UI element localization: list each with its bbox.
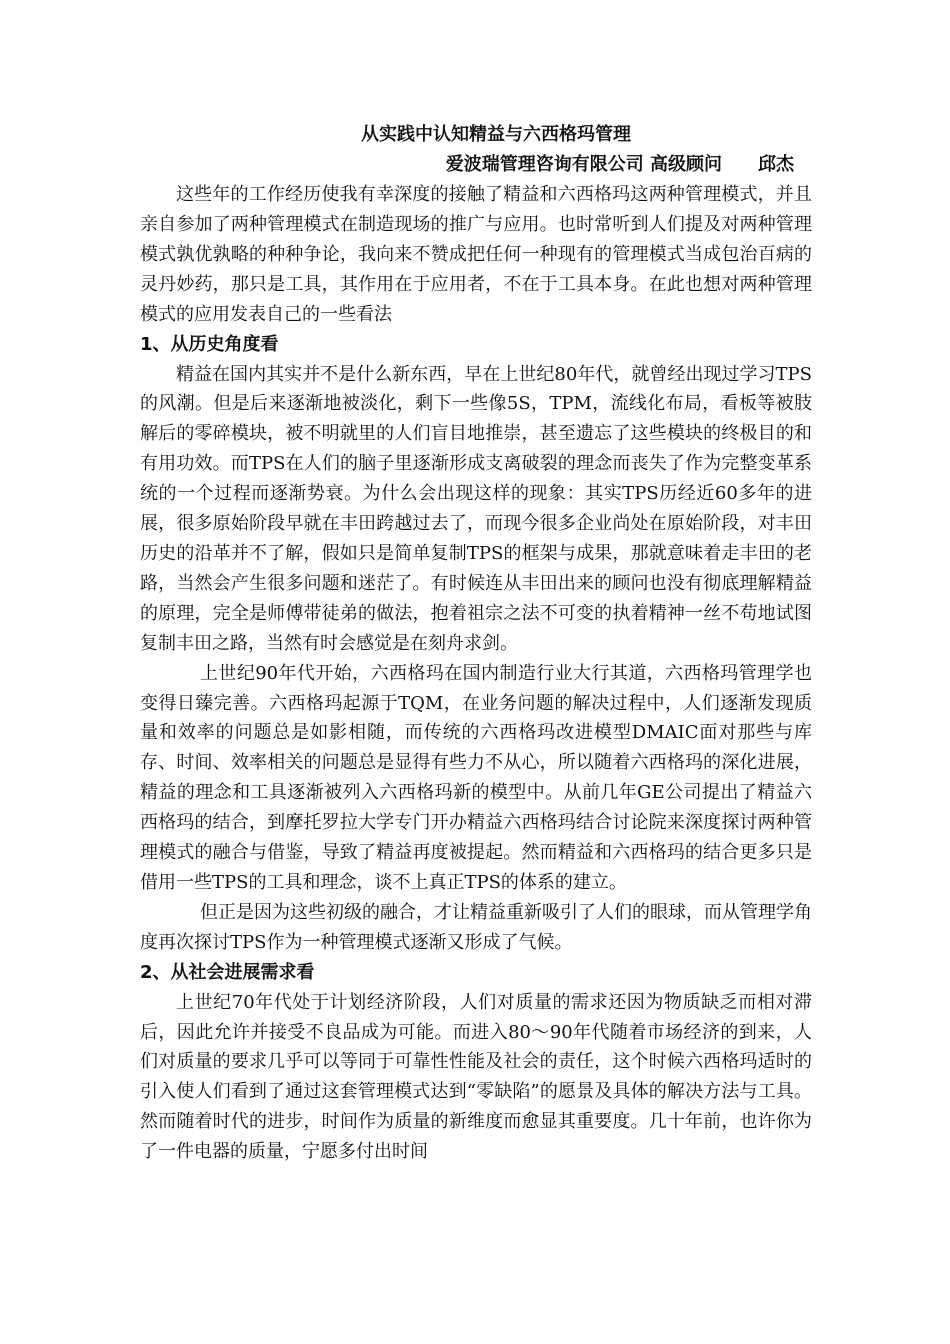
document-page <box>140 120 812 1167</box>
social-needs-paragraph-1: 上世纪70年代处于计划经济阶段，人们对质量的需求还因为物质缺乏而相对滞后，因此允许并接受不良品成为可能。而进入80～90年代随着市场经济的到来，人们对质量的要求几乎可以等同于可靠性性能及社会的责任，这个时候六西格玛适时的引入使人们看到了通过这套管理模式达到“零缺陷”的愿景及具体的解决方法与工具。然而随着时代的进步，时间作为质量的新维度而愈显其重要度。几十年前，也许你为了一件电器的质量，宁愿多付出时间 <box>140 991 812 1163</box>
intro-paragraph: 这些年的工作经历使我有幸深度的接触了精益和六西格玛这两种管理模式，并且亲自参加了两种管理模式在制造现场的推广与应用。也时常听到人们提及对两种管理模式孰优孰略的种种争论，我向来不赞成把任何一种现有的管理模式当成包治百病的灵丹妙药，那只是工具，其作用在于应用者，不在于工具本身。在此也想对两种管理模式的应用发表自己的一些看法 <box>140 184 812 325</box>
section-heading-history: 1、从历史角度看 <box>140 333 279 355</box>
document-title: 从实践中认知精益与六西格玛管理 <box>361 124 631 145</box>
history-paragraph-2: 上世纪90年代开始，六西格玛在国内制造行业大行其道，六西格玛管理学也变得日臻完善。六西格玛起源于TQM，在业务问题的解决过程中，人们逐渐发现质量和效率的问题总是如影相随，而传统的六西格玛改进模型DMAIC面对那些与库存、时间、效率相关的问题总是显得有些力不从心，所以随着六西格玛的深化进展，精益的理念和工具逐渐被列入六西格玛新的模型中。从前几年GE公司提出了精益六西格玛的结合，到摩托罗拉大学专门开办精益六西格玛结合讨论院来深度探讨两种管理模式的融合与借鉴，导致了精益再度被提起。然而精益和六西格玛的结合更多只是借用一些TPS的工具和理念，谈不上真正TPS的体系的建立。 <box>140 662 812 893</box>
history-paragraph-3: 但正是因为这些初级的融合，才让精益重新吸引了人们的眼球，而从管理学角度再次探讨TPS作为一种管理模式逐渐又形成了气候。 <box>140 901 812 953</box>
author-line: 爱波瑞管理咨询有限公司 高级顾问 邱杰 <box>445 154 794 175</box>
section-heading-social-needs: 2、从社会进展需求看 <box>140 961 315 983</box>
history-paragraph-1: 精益在国内其实并不是什么新东西，早在上世纪80年代，就曾经出现过学习TPS的风潮。但是后来逐渐地被淡化，剩下一些像5S，TPM，流线化布局，看板等被肢解后的零碎模块，被不明就里的人们盲目地推崇，甚至遗忘了这些模块的终极目的和有用功效。而TPS在人们的脑子里逐渐形成支离破裂的理念而丧失了作为完整变革系统的一个过程而逐渐势衰。为什么会出现这样的现象：其实TPS历经近60多年的进展，很多原始阶段早就在丰田跨越过去了，而现今很多企业尚处在原始阶段，对丰田历史的沿革并不了解，假如只是简单复制TPS的框架与成果，那就意味着走丰田的老路，当然会产生很多问题和迷茫了。有时候连从丰田出来的顾问也没有彻底理解精益的原理，完全是师傅带徒弟的做法，抱着祖宗之法不可变的执着精神一丝不苟地试图复制丰田之路，当然有时会感觉是在刻舟求剑。 <box>140 363 812 654</box>
